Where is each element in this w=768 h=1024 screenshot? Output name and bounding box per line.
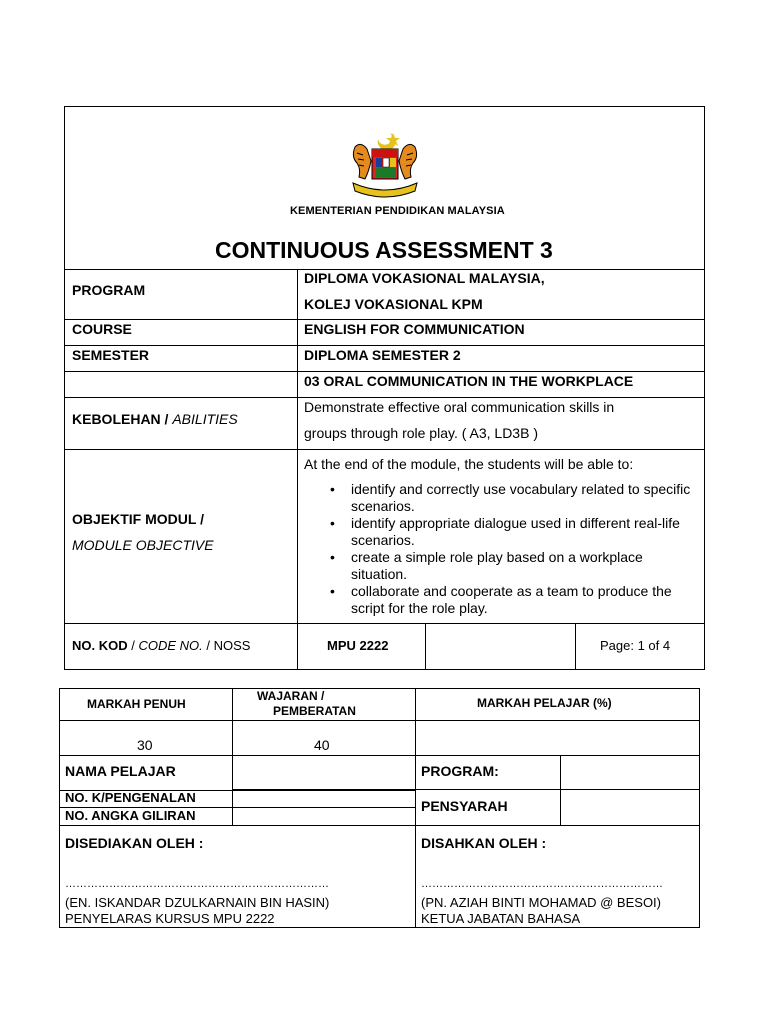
code-label-bold: NO. KOD — [72, 638, 128, 653]
program-label: PROGRAM — [72, 282, 146, 298]
code-label — [72, 638, 250, 653]
page-title: CONTINUOUS ASSESSMENT 3 — [215, 237, 553, 263]
student-name-label: NAMA PELAJAR — [65, 763, 176, 779]
approved-role: KETUA JABATAN BAHASA — [421, 911, 581, 926]
objective-intro: At the end of the module, the students will be able to: — [304, 456, 634, 472]
prepared-signature-line: ……………………………………………………………… — [65, 878, 329, 890]
prepared-role: PENYELARAS KURSUS MPU 2222 — [65, 911, 275, 926]
program-field-label: PROGRAM: — [421, 763, 499, 779]
malaysia-coat-of-arms-icon — [345, 129, 425, 201]
student-marks-label: MARKAH PELAJAR (%) — [477, 696, 612, 710]
code-value: MPU 2222 — [327, 638, 389, 653]
objective-list — [302, 481, 701, 617]
lecturer-label: PENSYARAH — [421, 798, 508, 814]
weight-label-line1: WAJARAN / — [257, 689, 325, 703]
objective-label-italic: MODULE OBJECTIVE — [72, 537, 214, 553]
id-number-label: NO. K/PENGENALAN — [65, 790, 196, 805]
approved-signature-line: ………………………………………………………… — [421, 878, 663, 890]
student-marks-table — [59, 688, 700, 928]
abilities-label — [72, 411, 238, 427]
prepared-name: (EN. ISKANDAR DZULKARNAIN BIN HASIN) — [65, 895, 330, 910]
abilities-label-italic: ABILITIES — [172, 411, 238, 427]
approved-name: (PN. AZIAH BINTI MOHAMAD @ BESOI) — [421, 895, 661, 910]
assessment-header-table — [64, 106, 705, 670]
page-number: Page: 1 of 4 — [600, 638, 671, 653]
program-value-line2: KOLEJ VOKASIONAL KPM — [304, 296, 483, 312]
code-label-sep2: / NOSS — [202, 638, 251, 653]
course-label: COURSE — [72, 321, 132, 337]
approved-by-label: DISAHKAN OLEH : — [421, 835, 547, 851]
code-label-italic: CODE NO. — [138, 638, 203, 653]
objective-item: • collaborate and cooperate as a team to produce the script for the role play. — [302, 583, 701, 617]
semester-label: SEMESTER — [72, 347, 150, 363]
module-value: 03 ORAL COMMUNICATION IN THE WORKPLACE — [304, 373, 634, 389]
objective-item: • create a simple role play based on a workplace situation. — [302, 549, 701, 583]
abilities-label-bold: KEBOLEHAN / — [72, 411, 169, 427]
index-number-label: NO. ANGKA GILIRAN — [65, 808, 196, 823]
program-value-line1: DIPLOMA VOKASIONAL MALAYSIA, — [304, 270, 545, 286]
abilities-value-line1: Demonstrate effective oral communication skills in — [304, 399, 615, 415]
ministry-name: KEMENTERIAN PENDIDIKAN MALAYSIA — [290, 205, 505, 217]
prepared-by-label: DISEDIAKAN OLEH : — [65, 835, 204, 851]
weight-value: 40 — [314, 737, 330, 753]
objective-item: • identify appropriate dialogue used in different real-life scenarios. — [302, 515, 701, 549]
abilities-value-line2: groups through role play. ( A3, LD3B ) — [304, 425, 538, 441]
semester-value: DIPLOMA SEMESTER 2 — [304, 347, 461, 363]
full-marks-label: MARKAH PENUH — [87, 697, 186, 711]
course-value: ENGLISH FOR COMMUNICATION — [304, 321, 525, 337]
objective-label-bold: OBJEKTIF MODUL / — [72, 511, 204, 527]
weight-label-line2: PEMBERATAN — [273, 704, 356, 718]
objective-item: • identify and correctly use vocabulary related to specific scenarios. — [302, 481, 701, 515]
code-label-sep1: / — [127, 638, 139, 653]
full-marks-value: 30 — [137, 737, 153, 753]
